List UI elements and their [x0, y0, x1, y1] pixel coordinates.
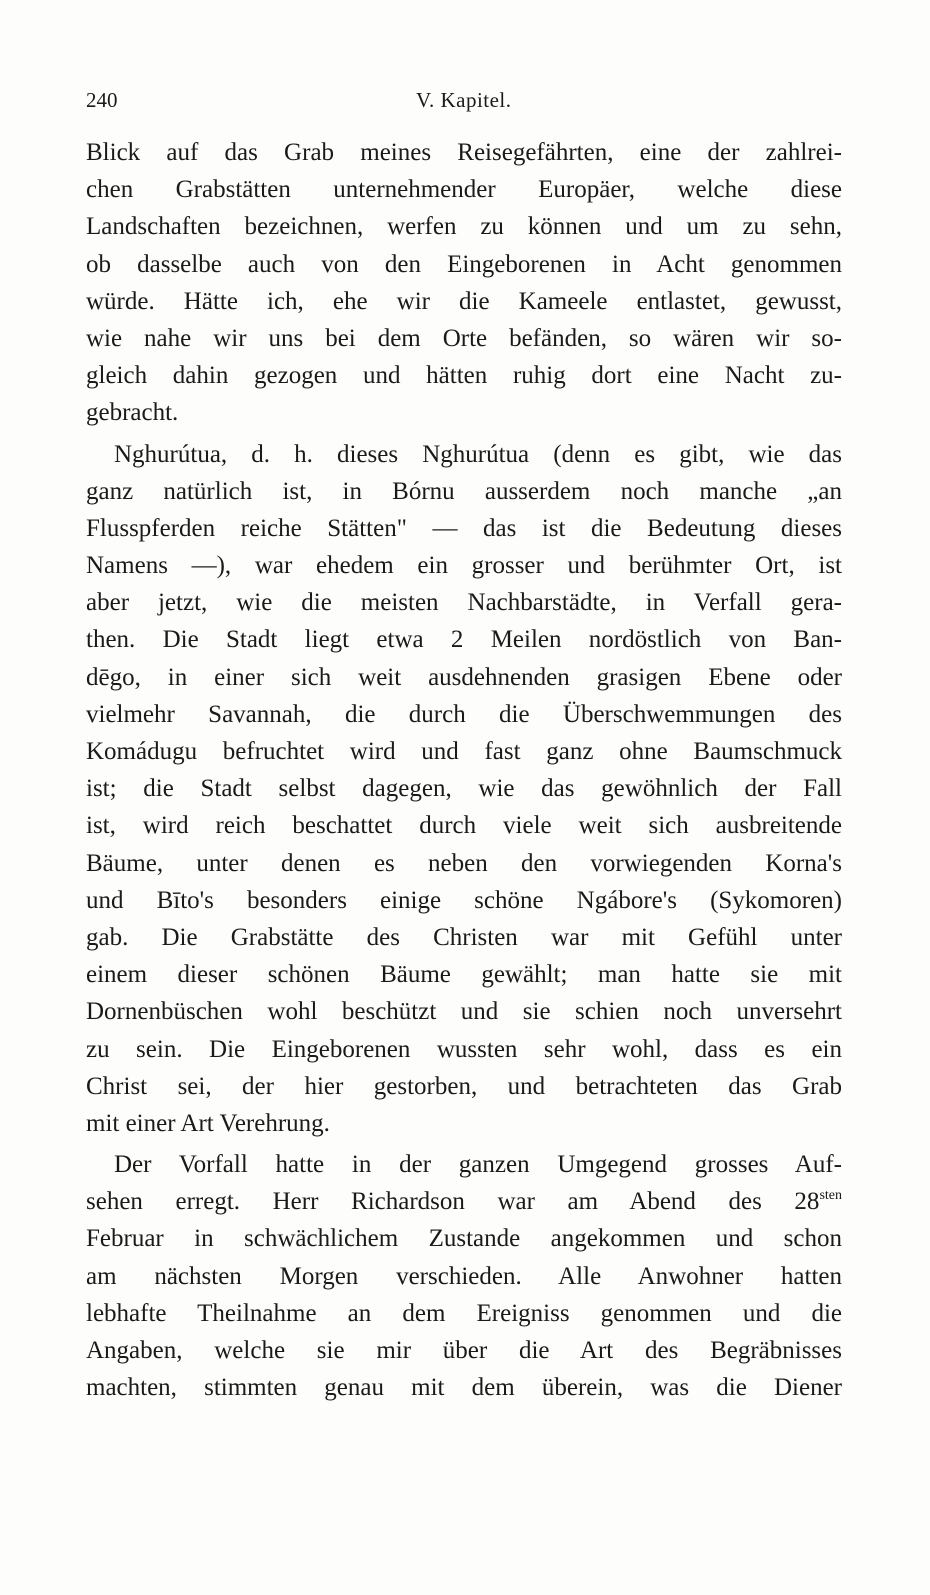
text-line: gab. Die Grabstätte des Christen war mit Gefühl unter [86, 923, 842, 951]
text-line: then. Die Stadt liegt etwa 2 Meilen nordöstlich von Ban- [86, 626, 842, 654]
text-line: gleich dahin gezogen und hätten ruhig dort eine Nacht zu- [86, 362, 842, 390]
text-line: würde. Hätte ich, ehe wir die Kameele entlastet, gewusst, [86, 287, 842, 315]
text-line: lebhafte Theilnahme an dem Ereigniss genommen und die [86, 1299, 842, 1327]
text-line: Der Vorfall hatte in der ganzen Umgegend grosses Auf- [114, 1151, 842, 1179]
text-line-main: sehen erregt. Herr Richardson war am Abend des 28 [86, 1188, 820, 1216]
paragraph-1 [86, 134, 842, 432]
text-line: ganz natürlich ist, in Bórnu ausserdem noch manche „an [86, 477, 842, 505]
text-line: vielmehr Savannah, die durch die Überschwemmungen des [86, 700, 842, 728]
text-line: gebracht. [86, 399, 179, 427]
paragraph-2 [86, 436, 842, 1143]
text-line: ob dasselbe auch von den Eingeborenen in Acht genommen [86, 250, 842, 278]
text-line: am nächsten Morgen verschieden. Alle Anwohner hatten [86, 1262, 842, 1290]
text-line: aber jetzt, wie die meisten Nachbarstädte, in Verfall gera- [86, 589, 842, 617]
text-line: mit einer Art Verehrung. [86, 1109, 330, 1137]
text-line: Christ sei, der hier gestorben, und betrachteten das Grab [86, 1072, 842, 1100]
text-line: Dornenbüschen wohl beschützt und sie schien noch unversehrt [86, 998, 842, 1026]
text-line: Nghurútua, d. h. dieses Nghurútua (denn es gibt, wie das [114, 440, 842, 468]
paragraph-3 [86, 1146, 842, 1406]
text-line: Blick auf das Grab meines Reisegefährten, eine der zahlrei- [86, 139, 842, 166]
text-line: Komádugu befruchtet wird und fast ganz ohne Baumschmuck [86, 738, 842, 765]
text-line: Februar in schwächlichem Zustande angekommen und schon [86, 1225, 842, 1253]
text-line: machten, stimmten genau mit dem überein, was die Diener [86, 1374, 842, 1402]
page-number: 240 [86, 88, 118, 112]
text-line: Namens —), war ehedem ein grosser und berühmter Ort, ist [86, 552, 842, 580]
text-body [86, 134, 842, 1406]
text-line: und Bīto's besonders einige schöne Ngábore's (Sykomoren) [86, 886, 842, 914]
text-line: Landschaften bezeichnen, werfen zu können und um zu sehn, [86, 213, 842, 241]
text-line: einem dieser schönen Bäume gewählt; man hatte sie mit [86, 961, 842, 989]
text-line: ist; die Stadt selbst dagegen, wie das gewöhnlich der Fall [86, 775, 842, 803]
text-line: wie nahe wir uns bei dem Orte befänden, so wären wir so- [86, 324, 842, 352]
text-line: zu sein. Die Eingeborenen wussten sehr wohl, dass es ein [86, 1035, 842, 1063]
text-line: Bäume, unter denen es neben den vorwiegenden Korna's [86, 849, 842, 877]
text-line-with-superscript [86, 1183, 842, 1220]
running-head: V. Kapitel. [416, 88, 512, 112]
text-line: chen Grabstätten unternehmender Europäer, welche diese [86, 176, 842, 204]
ordinal-superscript: sten [819, 1188, 842, 1204]
text-line: Angaben, welche sie mir über die Art des Begräbnisses [86, 1337, 842, 1364]
page-header [86, 88, 846, 118]
text-line: dēgo, in einer sich weit ausdehnenden grasigen Ebene oder [86, 663, 842, 691]
text-line: ist, wird reich beschattet durch viele weit sich ausbreitende [86, 812, 842, 840]
text-line: Flusspferden reiche Stätten" — das ist die Bedeutung dieses [86, 514, 842, 542]
